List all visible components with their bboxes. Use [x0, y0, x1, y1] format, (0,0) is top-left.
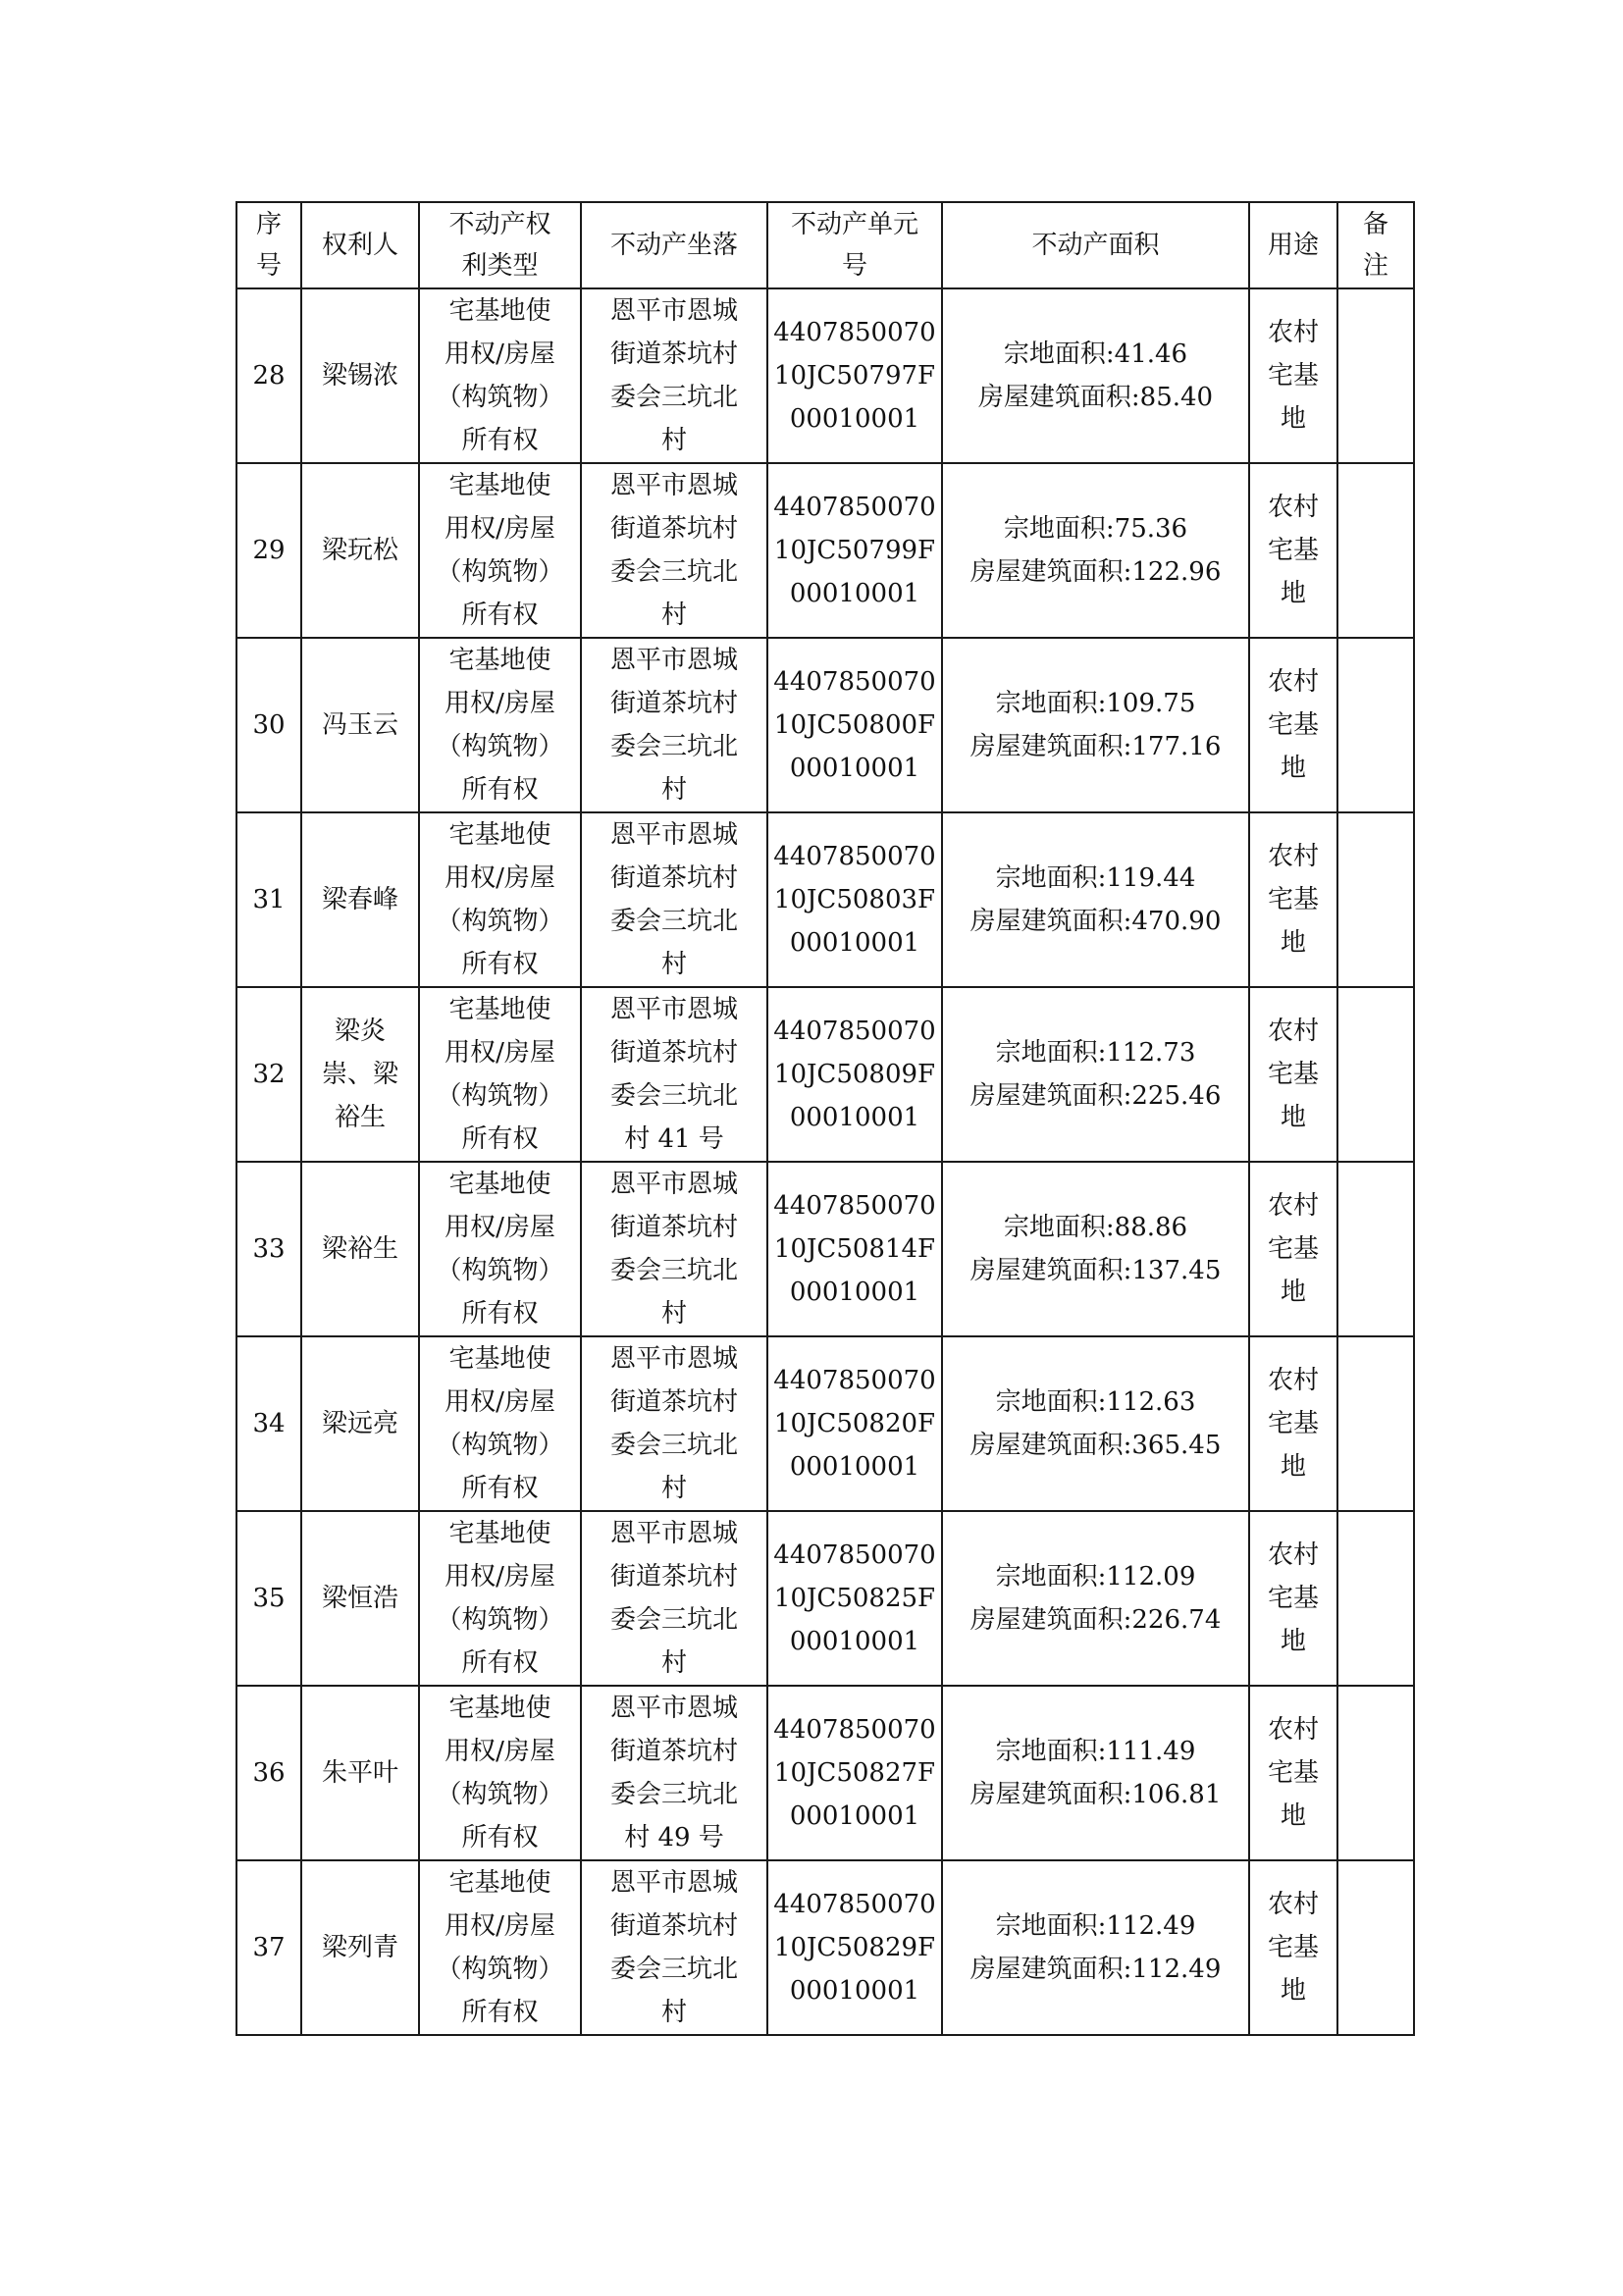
building-area: 房屋建筑面积:177.16	[969, 732, 1222, 761]
cell-right-type: 宅基地使 用权/房屋 （构筑物） 所有权	[419, 1860, 581, 2035]
table-row	[236, 1162, 1414, 1336]
land-area: 宗地面积:112.63	[995, 1387, 1196, 1417]
cell-use: 农村 宅基 地	[1249, 987, 1337, 1162]
cell-owner: 梁春峰	[301, 812, 419, 987]
building-area: 房屋建筑面积:112.49	[969, 1955, 1222, 1984]
land-area: 宗地面积:41.46	[1003, 339, 1188, 369]
cell-note	[1337, 1511, 1414, 1686]
land-area: 宗地面积:111.49	[995, 1737, 1196, 1766]
cell-location: 恩平市恩城 街道茶坑村 委会三坑北 村 49 号	[581, 1686, 767, 1860]
land-area: 宗地面积:119.44	[995, 863, 1196, 893]
cell-right-type: 宅基地使 用权/房屋 （构筑物） 所有权	[419, 288, 581, 463]
cell-use: 农村 宅基 地	[1249, 638, 1337, 812]
land-area: 宗地面积:112.73	[995, 1038, 1196, 1068]
cell-seq: 37	[236, 1860, 301, 2035]
cell-seq: 33	[236, 1162, 301, 1336]
cell-unit-no: 4407850070 10JC50799F 00010001	[767, 463, 942, 638]
cell-unit-no: 4407850070 10JC50825F 00010001	[767, 1511, 942, 1686]
building-area: 房屋建筑面积:365.45	[969, 1431, 1222, 1460]
cell-note	[1337, 638, 1414, 812]
cell-right-type: 宅基地使 用权/房屋 （构筑物） 所有权	[419, 1336, 581, 1511]
building-area: 房屋建筑面积:85.40	[977, 383, 1214, 412]
header-location: 不动产坐落	[581, 202, 767, 288]
table-row	[236, 1511, 1414, 1686]
cell-seq: 31	[236, 812, 301, 987]
table-row	[236, 1336, 1414, 1511]
cell-unit-no: 4407850070 10JC50800F 00010001	[767, 638, 942, 812]
land-area: 宗地面积:112.09	[995, 1562, 1196, 1592]
cell-area	[942, 463, 1249, 638]
cell-note	[1337, 1336, 1414, 1511]
cell-owner: 梁锡浓	[301, 288, 419, 463]
cell-location: 恩平市恩城 街道茶坑村 委会三坑北 村	[581, 638, 767, 812]
cell-area	[942, 1336, 1249, 1511]
table-row	[236, 463, 1414, 638]
cell-location: 恩平市恩城 街道茶坑村 委会三坑北 村	[581, 463, 767, 638]
cell-area	[942, 987, 1249, 1162]
cell-use: 农村 宅基 地	[1249, 1162, 1337, 1336]
cell-unit-no: 4407850070 10JC50803F 00010001	[767, 812, 942, 987]
cell-seq: 36	[236, 1686, 301, 1860]
land-area: 宗地面积:112.49	[995, 1911, 1196, 1941]
cell-area	[942, 1860, 1249, 2035]
header-use: 用途	[1249, 202, 1337, 288]
cell-use: 农村 宅基 地	[1249, 463, 1337, 638]
cell-owner: 梁裕生	[301, 1162, 419, 1336]
cell-area	[942, 812, 1249, 987]
cell-note	[1337, 987, 1414, 1162]
table-row	[236, 638, 1414, 812]
cell-unit-no: 4407850070 10JC50829F 00010001	[767, 1860, 942, 2035]
table-row	[236, 1860, 1414, 2035]
cell-owner: 梁远亮	[301, 1336, 419, 1511]
cell-owner: 梁玩松	[301, 463, 419, 638]
cell-owner: 梁列青	[301, 1860, 419, 2035]
cell-seq: 28	[236, 288, 301, 463]
cell-right-type: 宅基地使 用权/房屋 （构筑物） 所有权	[419, 463, 581, 638]
header-area: 不动产面积	[942, 202, 1249, 288]
cell-unit-no: 4407850070 10JC50820F 00010001	[767, 1336, 942, 1511]
table-body	[236, 288, 1414, 2035]
cell-area	[942, 638, 1249, 812]
cell-use: 农村 宅基 地	[1249, 288, 1337, 463]
header-unit-no: 不动产单元 号	[767, 202, 942, 288]
cell-note	[1337, 812, 1414, 987]
header-owner: 权利人	[301, 202, 419, 288]
building-area: 房屋建筑面积:226.74	[969, 1605, 1222, 1635]
header-note: 备 注	[1337, 202, 1414, 288]
cell-location: 恩平市恩城 街道茶坑村 委会三坑北 村	[581, 1336, 767, 1511]
cell-right-type: 宅基地使 用权/房屋 （构筑物） 所有权	[419, 1511, 581, 1686]
cell-location: 恩平市恩城 街道茶坑村 委会三坑北 村	[581, 1860, 767, 2035]
cell-location: 恩平市恩城 街道茶坑村 委会三坑北 村	[581, 1511, 767, 1686]
building-area: 房屋建筑面积:106.81	[969, 1780, 1222, 1809]
header-seq: 序 号	[236, 202, 301, 288]
cell-use: 农村 宅基 地	[1249, 1336, 1337, 1511]
cell-owner: 朱平叶	[301, 1686, 419, 1860]
cell-location: 恩平市恩城 街道茶坑村 委会三坑北 村	[581, 288, 767, 463]
cell-area	[942, 1162, 1249, 1336]
table-header	[236, 202, 1414, 288]
cell-area	[942, 1511, 1249, 1686]
cell-unit-no: 4407850070 10JC50827F 00010001	[767, 1686, 942, 1860]
cell-unit-no: 4407850070 10JC50809F 00010001	[767, 987, 942, 1162]
property-registry-table	[236, 201, 1415, 2036]
cell-seq: 29	[236, 463, 301, 638]
cell-owner: 梁恒浩	[301, 1511, 419, 1686]
cell-right-type: 宅基地使 用权/房屋 （构筑物） 所有权	[419, 987, 581, 1162]
table-row	[236, 987, 1414, 1162]
cell-right-type: 宅基地使 用权/房屋 （构筑物） 所有权	[419, 1686, 581, 1860]
cell-right-type: 宅基地使 用权/房屋 （构筑物） 所有权	[419, 1162, 581, 1336]
cell-use: 农村 宅基 地	[1249, 1686, 1337, 1860]
cell-use: 农村 宅基 地	[1249, 812, 1337, 987]
table-row	[236, 812, 1414, 987]
cell-right-type: 宅基地使 用权/房屋 （构筑物） 所有权	[419, 812, 581, 987]
building-area: 房屋建筑面积:225.46	[969, 1081, 1222, 1111]
table-row	[236, 1686, 1414, 1860]
cell-unit-no: 4407850070 10JC50814F 00010001	[767, 1162, 942, 1336]
header-right-type: 不动产权 利类型	[419, 202, 581, 288]
land-area: 宗地面积:109.75	[995, 689, 1196, 718]
cell-seq: 35	[236, 1511, 301, 1686]
cell-unit-no: 4407850070 10JC50797F 00010001	[767, 288, 942, 463]
land-area: 宗地面积:75.36	[1003, 514, 1188, 544]
table-row	[236, 288, 1414, 463]
cell-area	[942, 1686, 1249, 1860]
cell-location: 恩平市恩城 街道茶坑村 委会三坑北 村	[581, 1162, 767, 1336]
cell-location: 恩平市恩城 街道茶坑村 委会三坑北 村 41 号	[581, 987, 767, 1162]
cell-note	[1337, 1860, 1414, 2035]
cell-seq: 32	[236, 987, 301, 1162]
cell-use: 农村 宅基 地	[1249, 1860, 1337, 2035]
cell-note	[1337, 288, 1414, 463]
building-area: 房屋建筑面积:470.90	[969, 907, 1222, 936]
cell-right-type: 宅基地使 用权/房屋 （构筑物） 所有权	[419, 638, 581, 812]
cell-note	[1337, 1162, 1414, 1336]
cell-owner: 梁炎 崇、梁 裕生	[301, 987, 419, 1162]
cell-area	[942, 288, 1249, 463]
header-row	[236, 202, 1414, 288]
land-area: 宗地面积:88.86	[1003, 1213, 1188, 1242]
cell-use: 农村 宅基 地	[1249, 1511, 1337, 1686]
cell-seq: 34	[236, 1336, 301, 1511]
cell-location: 恩平市恩城 街道茶坑村 委会三坑北 村	[581, 812, 767, 987]
cell-seq: 30	[236, 638, 301, 812]
building-area: 房屋建筑面积:122.96	[969, 557, 1222, 587]
building-area: 房屋建筑面积:137.45	[969, 1256, 1222, 1285]
cell-owner: 冯玉云	[301, 638, 419, 812]
cell-note	[1337, 1686, 1414, 1860]
cell-note	[1337, 463, 1414, 638]
